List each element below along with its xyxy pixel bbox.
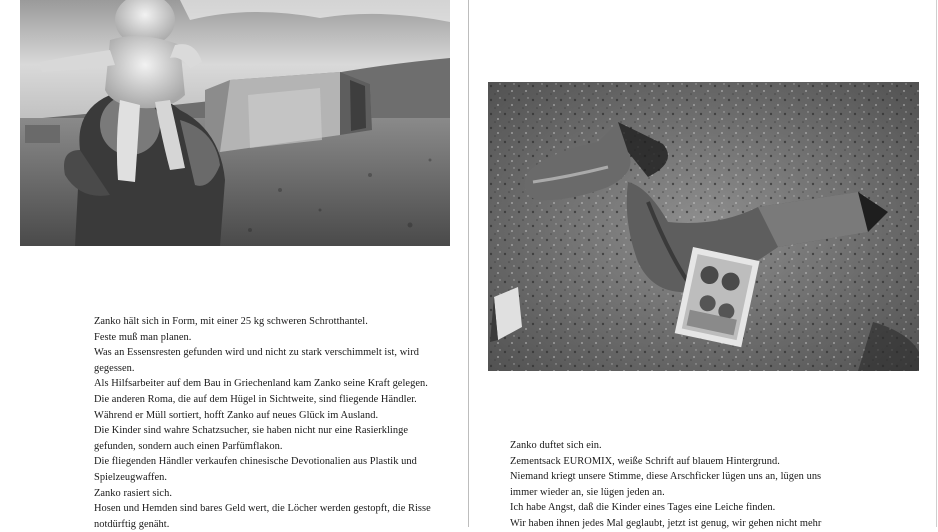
shoes-photo-image — [488, 82, 919, 371]
paragraph: Während er Müll sortiert, hofft Zanko auf neues Glück im Ausland. — [94, 409, 379, 421]
camp-photo-image — [20, 0, 450, 246]
paragraph: Die fliegenden Händler verkaufen chinesische Devotionalien aus Plastik und Spielzeugwaffen. — [94, 456, 417, 483]
shoes-photo — [488, 82, 919, 371]
paragraph: Ich habe Angst, daß die Kinder eines Tages eine Leiche finden. — [510, 502, 776, 514]
paragraph: Wir haben ihnen jedes Mal geglaubt, jetzt ist genug, wir gehen nicht mehr — [510, 517, 822, 529]
paragraph: Zanko hält sich in Form, mit einer 25 kg schweren Schrotthantel. — [94, 316, 368, 327]
paragraph: Die anderen Roma, die auf dem Hügel in Sichtweite, sind fliegende Händler. — [94, 393, 417, 405]
paragraph: Niemand kriegt unsere Stimme, diese Arschficker lügen uns an, lügen uns immer wieder an, sie lügen jeden an. — [510, 471, 822, 498]
paragraph: Hosen und Hemden sind bares Geld wert, die Löcher werden gestopft, die Risse notdürftig genäht. — [94, 503, 431, 530]
paragraph: Zanko duftet sich ein. — [510, 440, 602, 451]
paragraph: Zanko rasiert sich. — [94, 487, 172, 499]
right-page — [470, 0, 938, 527]
page-gutter — [468, 0, 469, 527]
left-page-text — [94, 314, 444, 532]
paragraph: Was an Essensresten gefunden wird und nicht zu stark verschimmelt ist, wird gegessen. — [94, 347, 419, 374]
paragraph: Zementsack EUROMIX, weiße Schrift auf blauem Hintergrund. — [510, 455, 780, 467]
paragraph: Die Kinder sind wahre Schatzsucher, sie haben nicht nur eine Rasierklinge gefunden, sondern auch einen Parfümflakon. — [94, 425, 408, 452]
page-edge — [936, 0, 937, 527]
camp-photo — [20, 0, 450, 246]
right-page-text — [510, 438, 830, 532]
paragraph: Als Hilfsarbeiter auf dem Bau in Griechenland kam Zanko seine Kraft gelegen. — [94, 378, 428, 390]
paragraph: Feste muß man planen. — [94, 331, 192, 343]
left-page — [0, 0, 468, 530]
